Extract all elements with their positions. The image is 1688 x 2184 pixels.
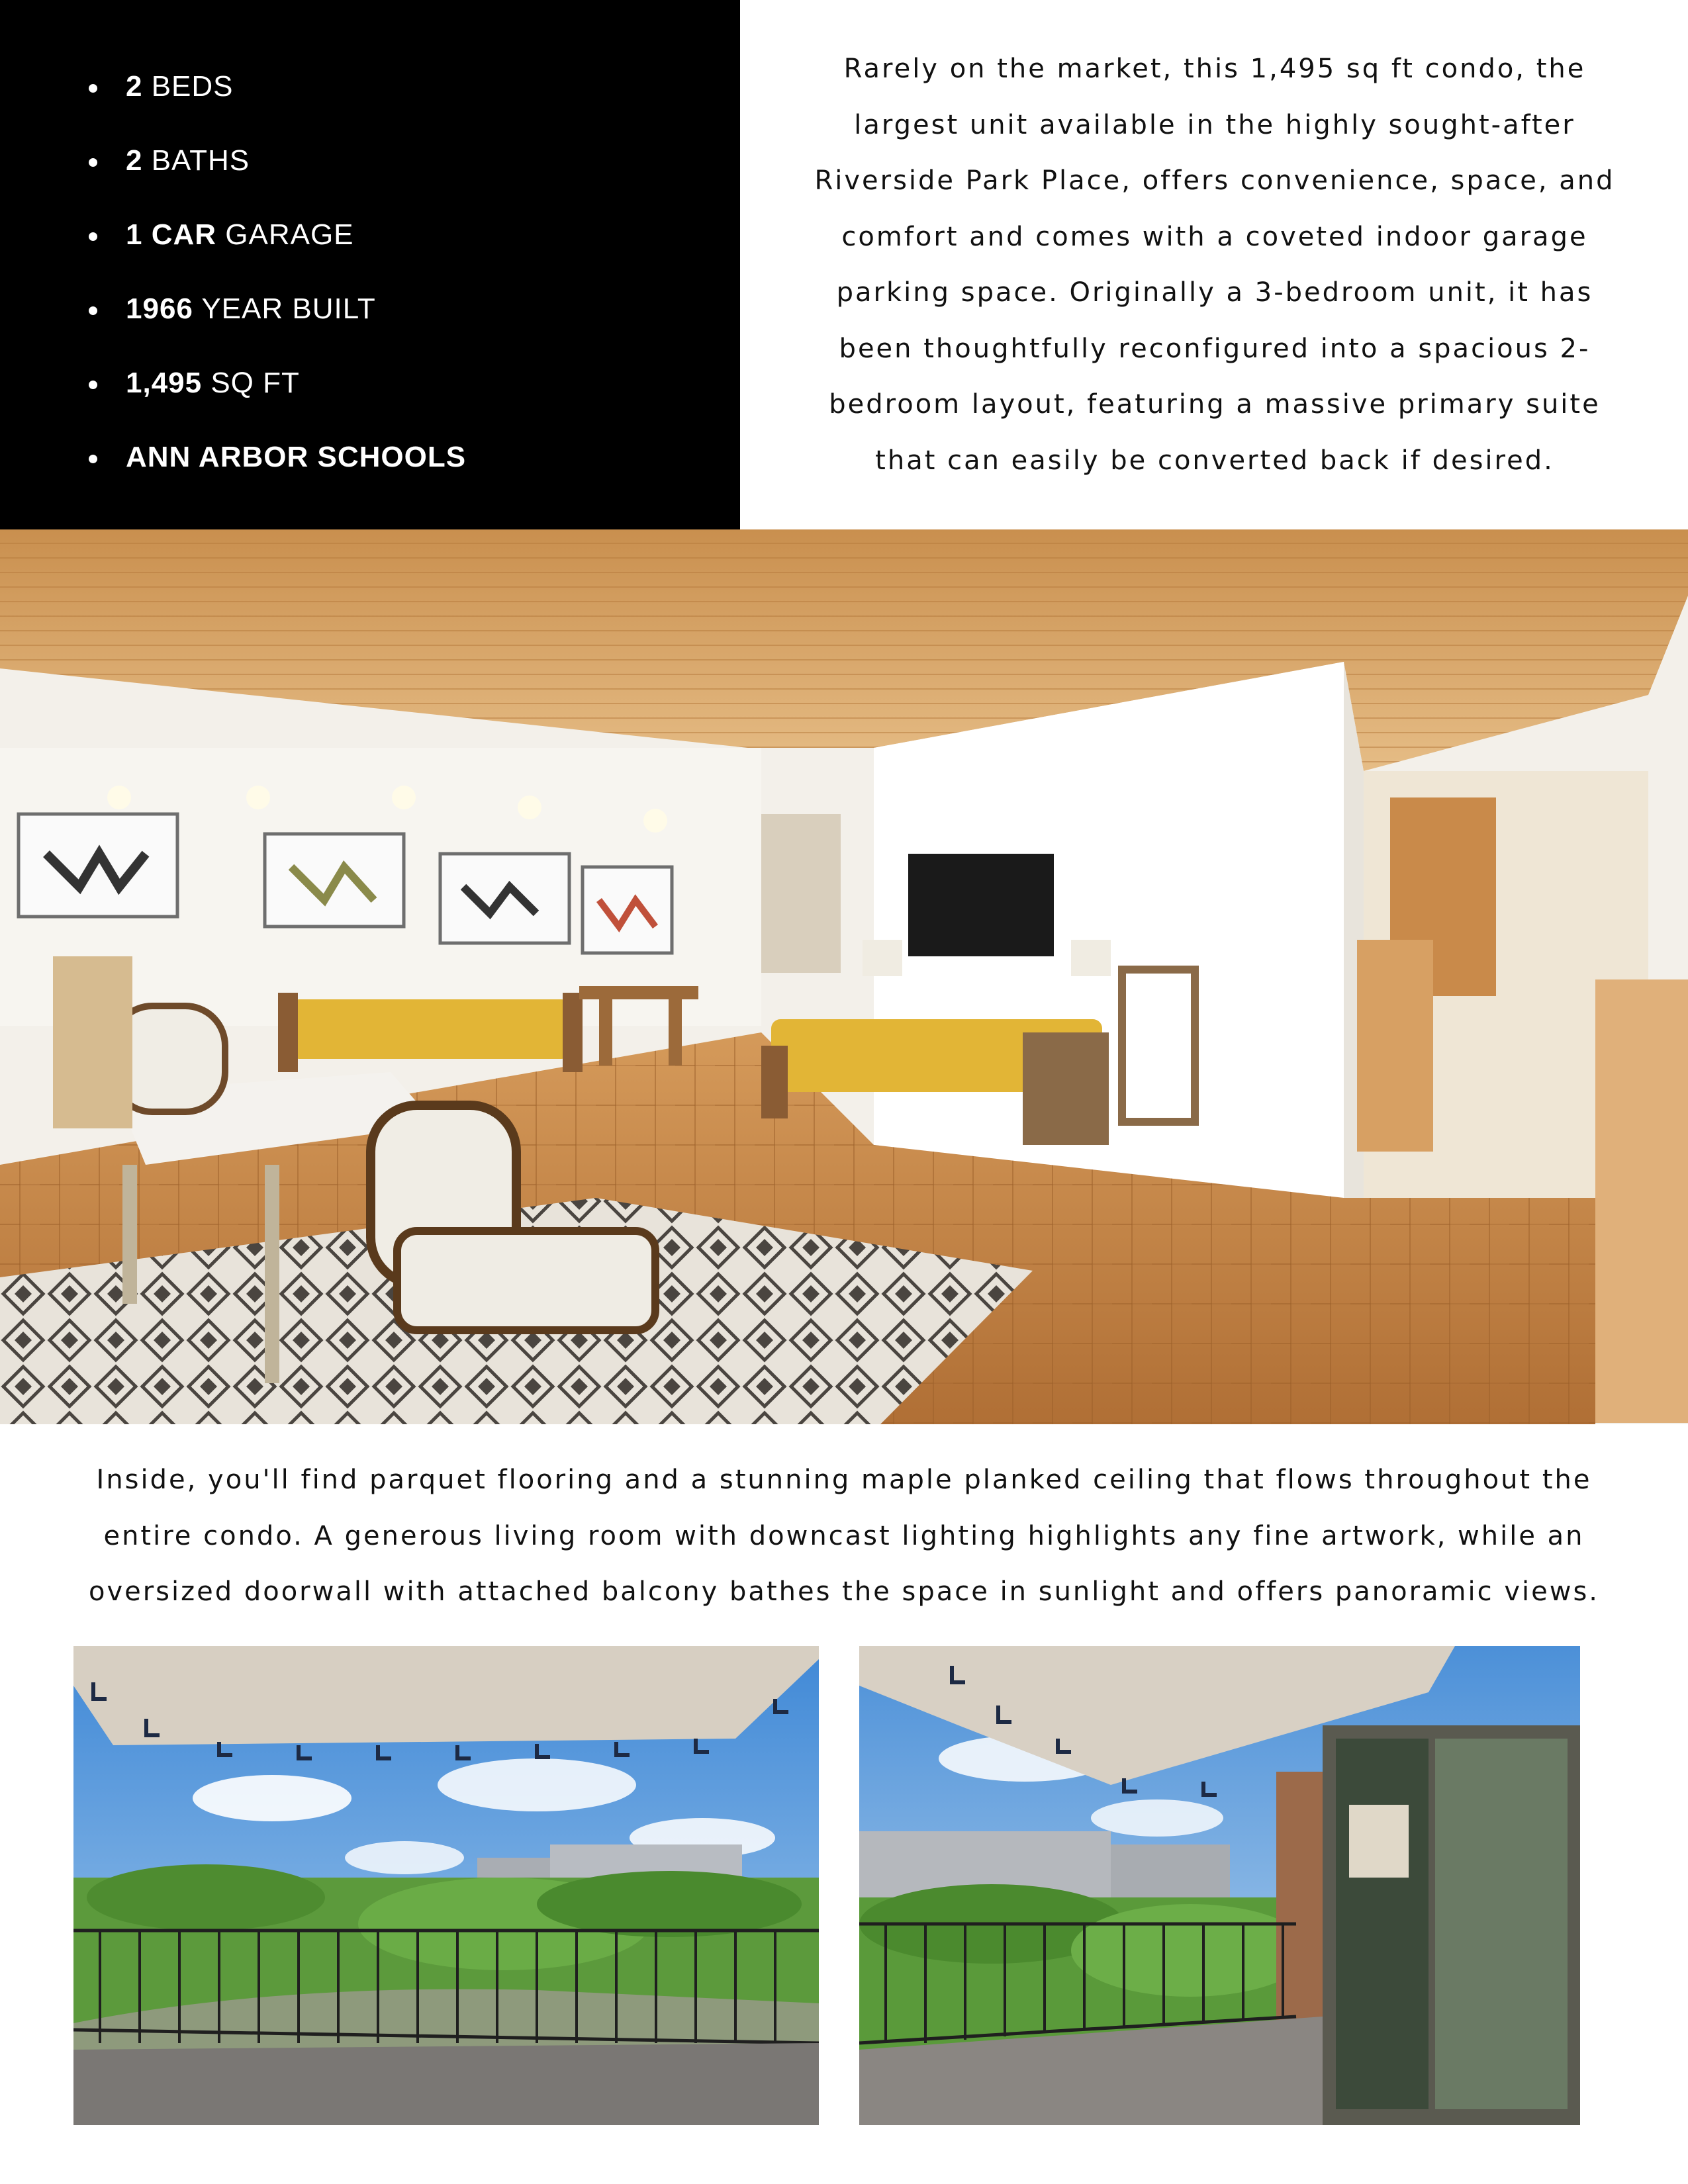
intro-paragraph: [761, 41, 1668, 488]
feature-beds: 2 BEDS: [89, 64, 466, 138]
bullet-icon: [89, 232, 97, 241]
intro-line: largest unit available in the highly sought-after: [854, 109, 1575, 140]
balcony-doorwall-photo: [859, 1646, 1580, 2125]
bullet-icon: [89, 158, 97, 167]
feature-year-built: 1966 YEAR BUILT: [89, 286, 466, 360]
bullet-icon: [89, 381, 97, 389]
intro-line: comfort and comes with a coveted indoor garage: [841, 221, 1588, 252]
bullet-icon: [89, 455, 97, 463]
description-line: oversized doorwall with attached balcony bathes the space in sunlight and offers panoramic views.: [88, 1576, 1599, 1607]
features-panel: [0, 0, 740, 529]
intro-line: Rarely on the market, this 1,495 sq ft condo, the: [843, 54, 1586, 84]
intro-line: bedroom layout, featuring a massive primary suite: [829, 389, 1601, 420]
bullet-icon: [89, 84, 97, 93]
balcony-view-photo: [73, 1646, 819, 2125]
feature-baths: 2 BATHS: [89, 138, 466, 212]
intro-line: Riverside Park Place, offers convenience, space, and: [814, 165, 1615, 196]
features-list: [89, 64, 466, 508]
bullet-icon: [89, 306, 97, 315]
intro-line: parking space. Originally a 3-bedroom unit, it has: [836, 277, 1593, 308]
interior-description: [26, 1452, 1662, 1620]
description-line: entire condo. A generous living room with downcast lighting highlights any fine artwork, while an: [103, 1520, 1585, 1551]
feature-garage: 1 CAR GARAGE: [89, 212, 466, 286]
intro-line: that can easily be converted back if desired.: [875, 445, 1554, 476]
feature-schools: ANN ARBOR SCHOOLS: [89, 434, 466, 508]
living-room-photo: [0, 529, 1688, 1424]
feature-sq-ft: 1,495 SQ FT: [89, 360, 466, 434]
intro-line: been thoughtfully reconfigured into a spacious 2-: [839, 333, 1591, 364]
description-line: Inside, you'll find parquet flooring and a stunning maple planked ceiling that flows throughout the: [96, 1465, 1592, 1495]
